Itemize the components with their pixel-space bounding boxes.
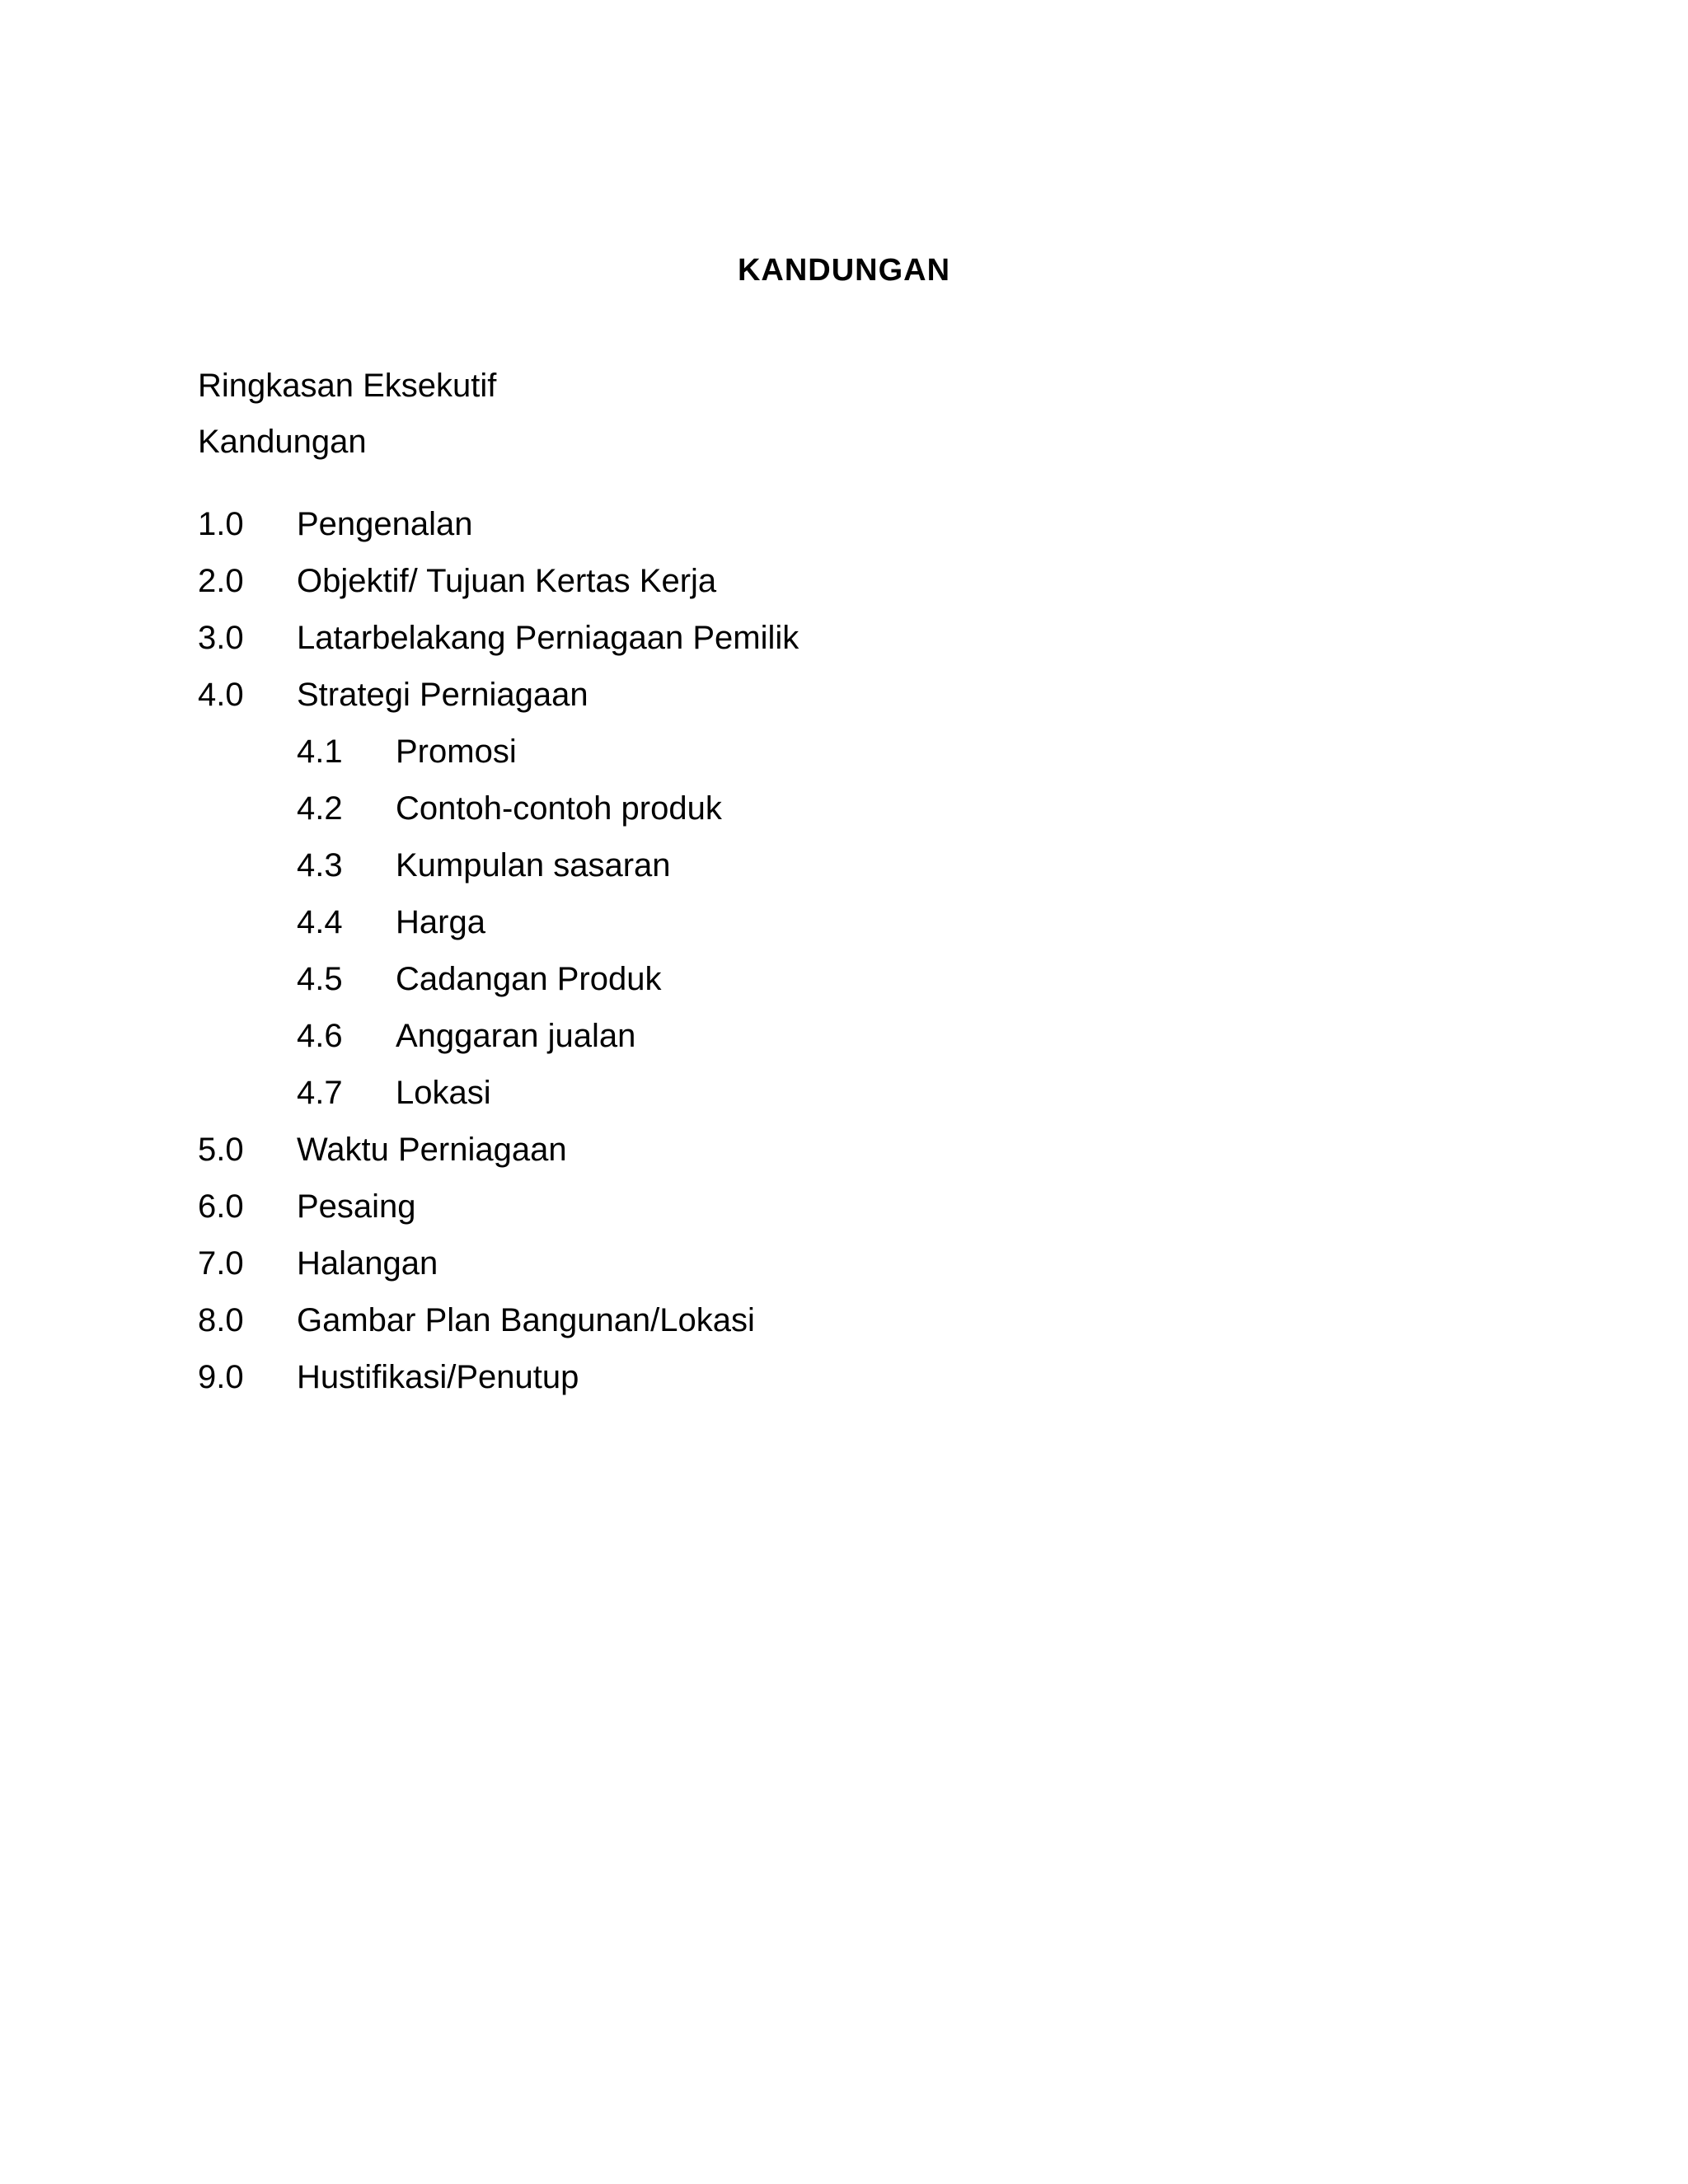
toc-label: Gambar Plan Bangunan/Lokasi xyxy=(297,1302,755,1338)
toc-label: Halangan xyxy=(297,1245,438,1282)
toc-number: 7.0 xyxy=(198,1245,244,1282)
toc-label: Kumpulan sasaran xyxy=(396,847,671,883)
toc-number: 1.0 xyxy=(198,506,244,542)
toc-label: Lokasi xyxy=(396,1075,491,1111)
toc-label: Pengenalan xyxy=(297,506,473,542)
toc-number: 4.0 xyxy=(198,677,244,713)
toc-number: 6.0 xyxy=(198,1188,244,1225)
page-title: KANDUNGAN xyxy=(737,253,951,288)
toc-number: 5.0 xyxy=(198,1132,244,1168)
toc-label: Strategi Perniagaan xyxy=(297,677,588,713)
toc-number: 4.6 xyxy=(297,1018,343,1054)
front-matter-contents: Kandungan xyxy=(198,424,367,460)
toc-number: 4.3 xyxy=(297,847,343,883)
toc-label: Waktu Perniagaan xyxy=(297,1132,567,1168)
toc-label: Contoh-contoh produk xyxy=(396,790,722,827)
toc-label: Pesaing xyxy=(297,1188,416,1225)
toc-label: Harga xyxy=(396,904,485,940)
toc-label: Anggaran jualan xyxy=(396,1018,636,1054)
front-matter-executive-summary: Ringkasan Eksekutif xyxy=(198,368,497,404)
toc-number: 2.0 xyxy=(198,563,244,599)
toc-number: 4.4 xyxy=(297,904,343,940)
toc-label: Promosi xyxy=(396,733,517,770)
toc-number: 4.2 xyxy=(297,790,343,827)
toc-number: 9.0 xyxy=(198,1359,244,1395)
toc-label: Latarbelakang Perniagaan Pemilik xyxy=(297,620,799,656)
toc-label: Hustifikasi/Penutup xyxy=(297,1359,579,1395)
toc-label: Objektif/ Tujuan Kertas Kerja xyxy=(297,563,717,599)
toc-label: Cadangan Produk xyxy=(396,961,662,997)
toc-number: 4.5 xyxy=(297,961,343,997)
toc-number: 8.0 xyxy=(198,1302,244,1338)
toc-number: 4.7 xyxy=(297,1075,343,1111)
toc-number: 4.1 xyxy=(297,733,343,770)
toc-number: 3.0 xyxy=(198,620,244,656)
